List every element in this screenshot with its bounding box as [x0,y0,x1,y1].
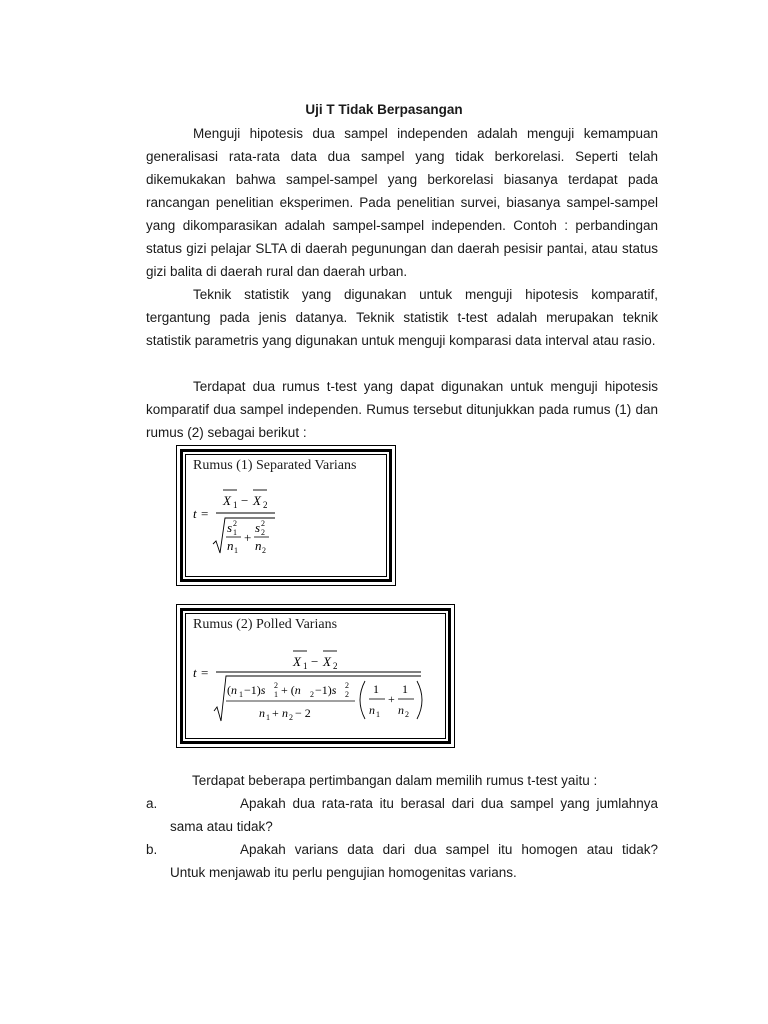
list-item-a-line1: Apakah dua rata-rata itu berasal dari dua sampel yang jumlahnya [240,796,658,811]
svg-text:2: 2 [263,500,268,510]
svg-text:2: 2 [310,690,314,699]
svg-text:2: 2 [274,681,278,690]
svg-text:2: 2 [261,519,265,528]
svg-text:s: s [255,520,261,535]
paragraph-2: Teknik statistik yang digunakan untuk menguji hipotesis komparatif, tergantung pada jenis datanya. Teknik statistik t-test adalah merupakan teknik statistik parametris yang digunakan untuk menguji komparasi data interval atau rasio. [146,287,658,348]
svg-text:−1)s: −1)s [315,683,337,697]
page-title: Uji T Tidak Berpasangan [305,102,463,117]
formula-2-box [180,608,451,744]
svg-text:1: 1 [266,713,270,722]
list-item-b-line2: Untuk menjawab itu perlu pengujian homogenitas varians. [170,865,517,880]
list-item-b-line1: Apakah varians data dari dua sampel itu homogen atau tidak? [240,842,658,857]
svg-text:1: 1 [233,500,238,510]
svg-text:n: n [282,706,288,720]
svg-text:X: X [293,654,301,669]
svg-text:−1)s: −1)s [244,683,266,697]
svg-text:1: 1 [376,710,380,719]
svg-text:t: t [193,506,197,521]
list-marker-b: b. [146,842,158,857]
formula-1-box [180,449,392,582]
list-item-a-line2: sama atau tidak? [170,819,273,834]
svg-text:t: t [193,665,197,680]
svg-text:s: s [227,520,233,535]
formula-2-equation [183,611,448,741]
svg-text:n: n [259,706,265,720]
svg-text:2: 2 [345,681,349,690]
svg-text:1: 1 [274,690,278,699]
svg-text:+: + [272,706,279,720]
svg-text:2: 2 [333,661,338,671]
svg-text:X: X [323,654,331,669]
svg-text:+: + [244,530,252,545]
svg-text:2: 2 [405,710,409,719]
svg-text:1: 1 [234,546,238,555]
formula-1-equation [183,452,389,579]
svg-text:−: − [311,654,319,669]
svg-text:1: 1 [239,690,243,699]
svg-text:=: = [201,665,209,680]
formula-1-label: Rumus (1) Separated Varians [193,458,357,473]
list-intro: Terdapat beberapa pertimbangan dalam memilih rumus t-test yaitu : [192,773,598,788]
svg-text:(n: (n [227,683,237,697]
svg-text:+: + [388,692,395,706]
svg-text:2: 2 [262,546,266,555]
svg-text:X: X [223,493,231,508]
svg-text:=: = [201,506,209,521]
svg-text:1: 1 [303,661,308,671]
svg-text:2: 2 [261,528,265,537]
svg-text:+ (n: + (n [281,683,301,697]
svg-text:n: n [227,538,234,553]
svg-text:n: n [369,703,375,717]
svg-text:2: 2 [233,519,237,528]
svg-text:n: n [255,538,262,553]
list-marker-a: a. [146,796,158,811]
paragraph-3: Terdapat dua rumus t-test yang dapat digunakan untuk menguji hipotesis komparatif dua sampel independen. Rumus tersebut ditunjukkan pada rumus (1) dan rumus (2) sebagai berikut : [146,379,658,440]
svg-text:2: 2 [345,690,349,699]
svg-text:2: 2 [289,713,293,722]
svg-text:n: n [398,703,404,717]
paragraph-1: Menguji hipotesis dua sampel independen adalah menguji kemampuan generalisasi rata-rata data dua sampel yang tidak berkorelasi. Seperti telah dikemukakan bahwa sampel-sampel yang berkorelasi biasanya terdapat pada rancangan penelitian eksperimen. Pada penelitian survei, biasanya sampel-sampel yang dikomparasikan adalah sampel-sampel independen. Contoh : perbandingan status gizi pelajar SLTA di daerah pegunungan dan daerah pesisir pantai, atau status gizi balita di daerah rural dan daerah urban. [146,126,658,279]
svg-text:1: 1 [373,682,379,696]
svg-text:1: 1 [402,682,408,696]
svg-text:−: − [241,493,249,508]
svg-text:− 2: − 2 [295,706,311,720]
svg-text:1: 1 [233,528,237,537]
formula-2-label: Rumus (2) Polled Varians [193,617,338,632]
svg-text:X: X [253,493,261,508]
